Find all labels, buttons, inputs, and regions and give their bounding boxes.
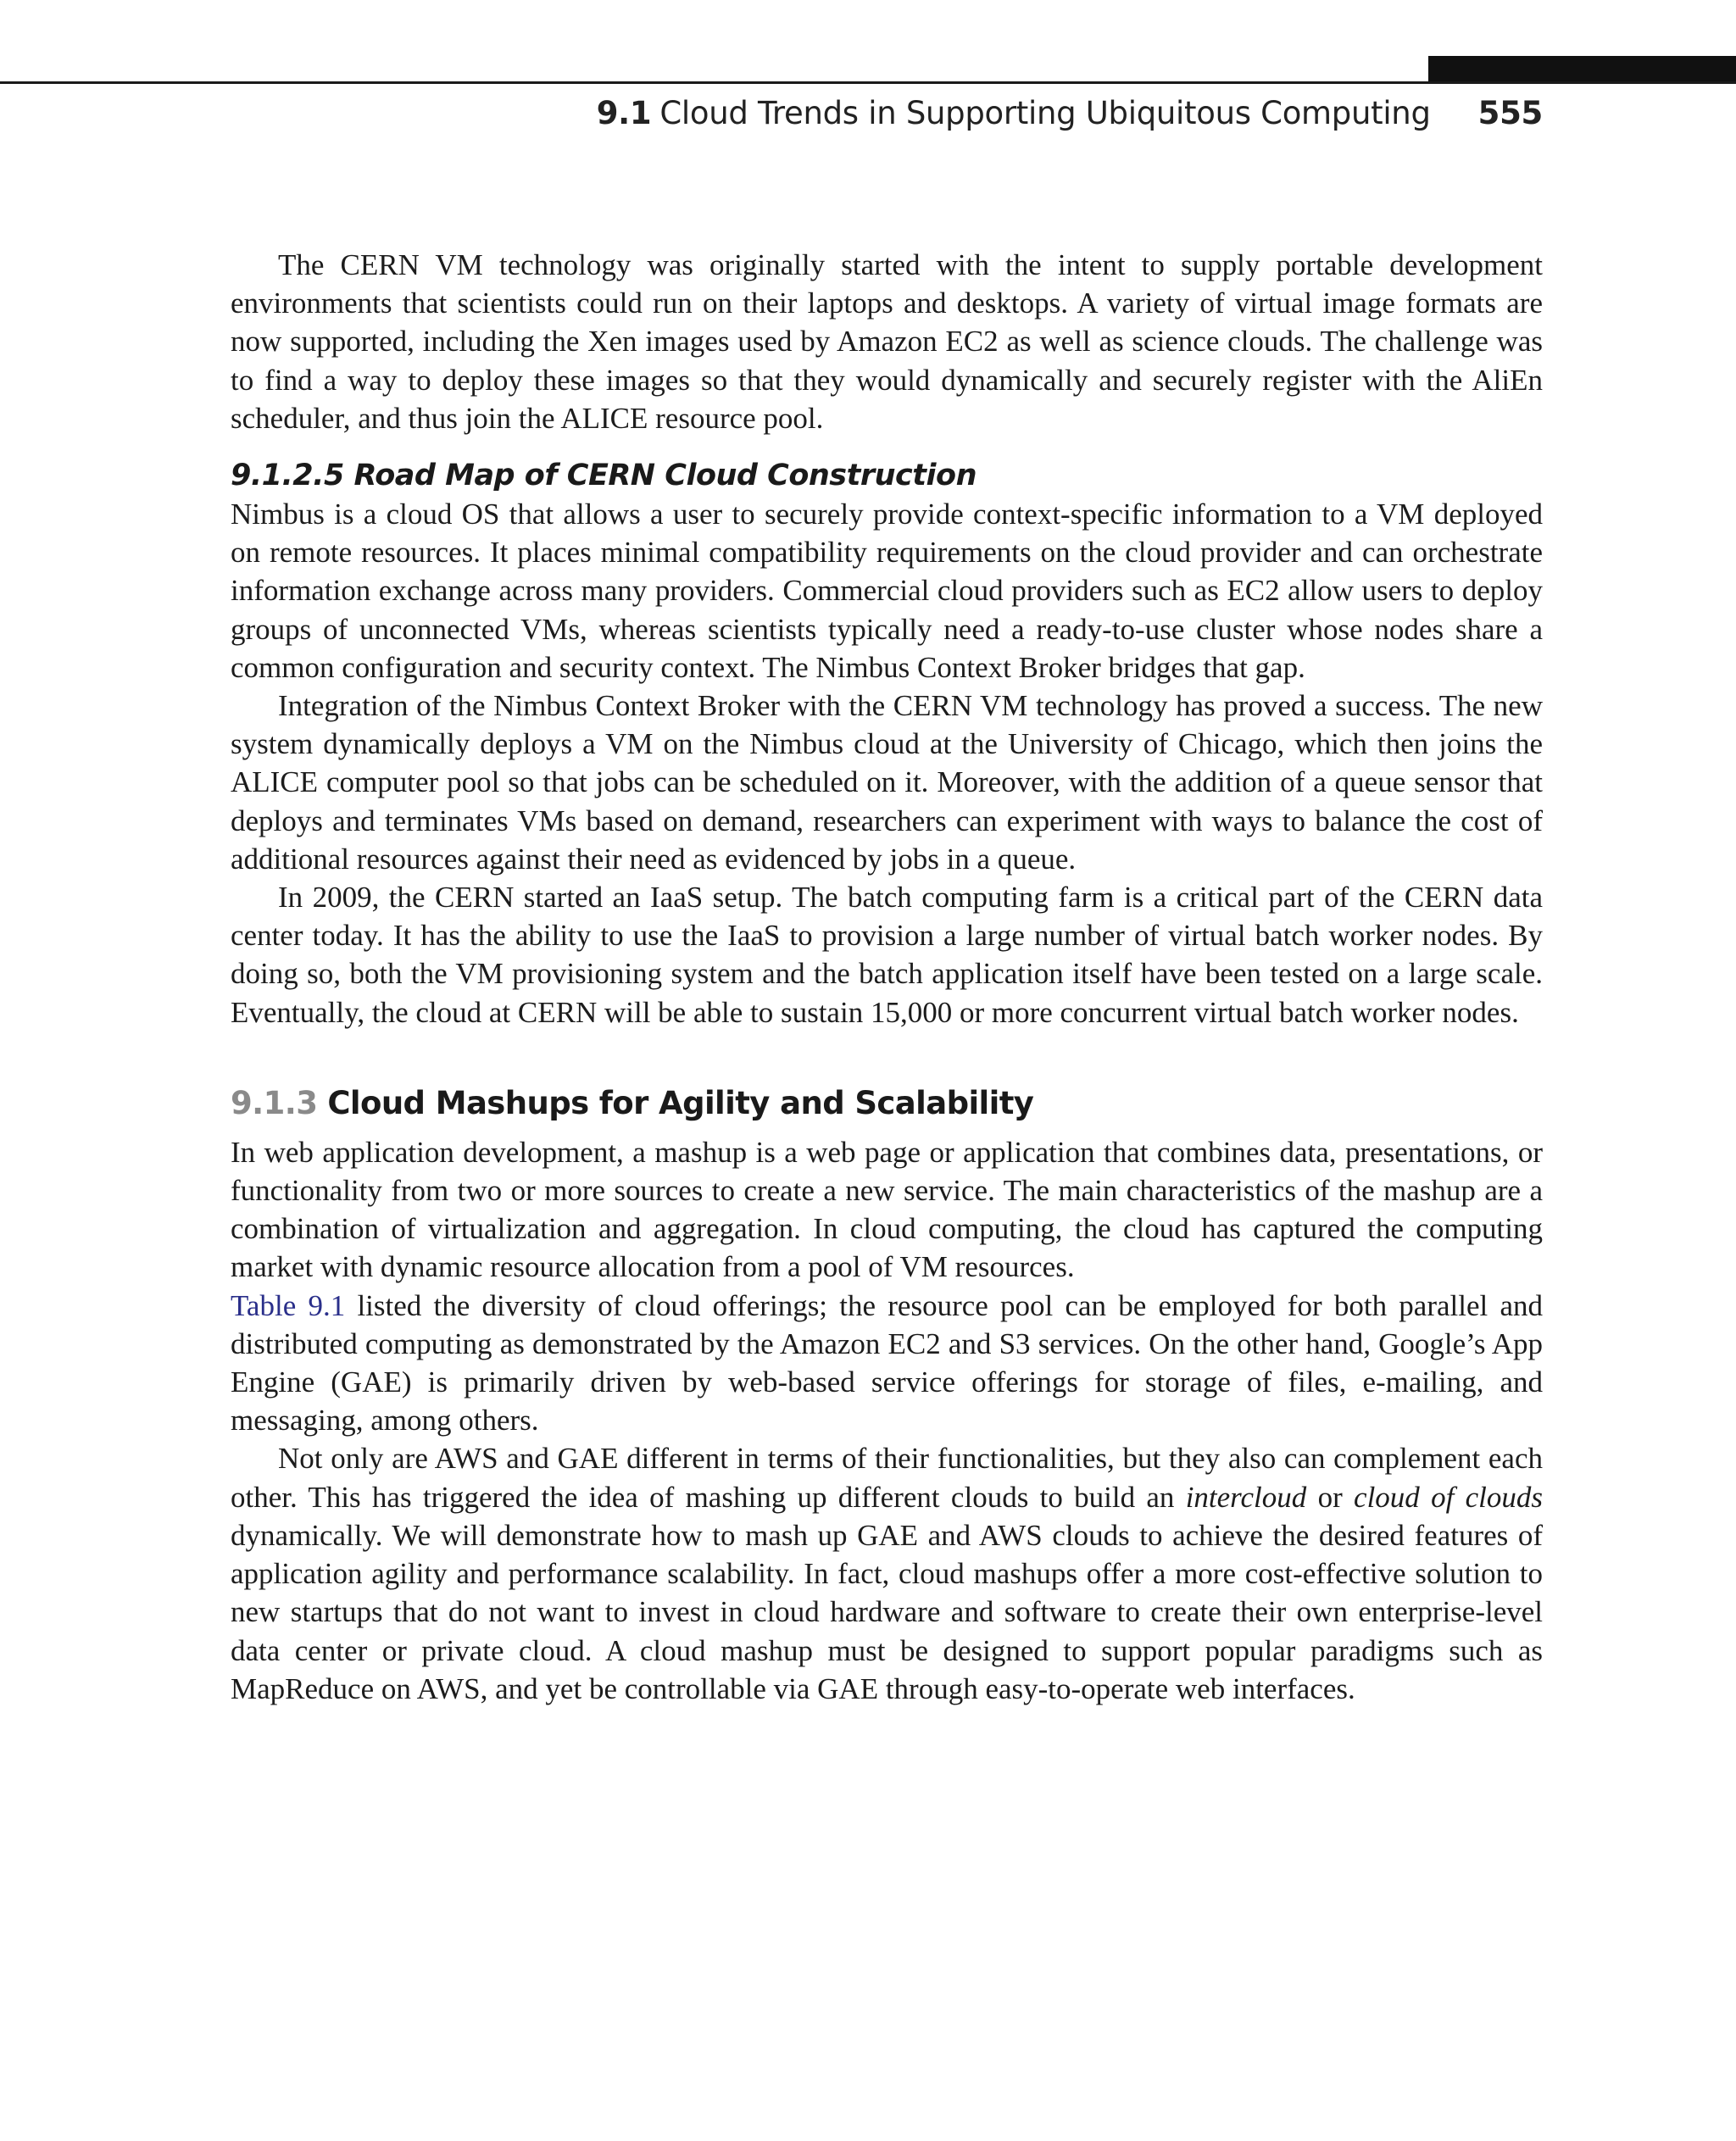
subsection-number: 9.1.2.5 <box>231 459 344 493</box>
paragraph-cern-vm: The CERN VM technology was originally started with the intent to supply portable development environments that scientists could run on their laptops and desktops. A variety of virtual image formats are now supported, including the Xen images used by Amazon EC2 as well as science clouds. The challenge was to find a way to deploy these images so that they would dynamically and securely register with the AliEn scheduler, and thus join the ALICE resource pool. <box>231 248 1543 435</box>
section-number: 9.1.3 <box>231 1084 318 1121</box>
header-black-bar <box>1428 56 1736 84</box>
subsection-title: Road Map of CERN Cloud Construction <box>353 459 976 493</box>
paragraph-2009-iaas: In 2009, the CERN started an IaaS setup. The batch computing farm is a critical part of the CERN data center today. It has the ability to use the IaaS to provision a large number of virtual batch worker nodes. By doing so, both the VM provisioning system and the batch application itself have been tested on a large scale. Eventually, the cloud at CERN will be able to sustain 15,000 or more concurrent virtual batch worker nodes. <box>231 881 1543 1029</box>
header-rule <box>0 81 1736 84</box>
page-number: 555 <box>1477 95 1543 131</box>
paragraph-aws-gae-text-a: Not only are AWS and GAE different in terms of their functionalities, but they also can complement each other. This has triggered the idea of mashing up different clouds to build an <box>231 1442 1543 1514</box>
intercloud-term: intercloud <box>1185 1480 1307 1514</box>
cloud-of-clouds-term: cloud of clouds <box>1354 1480 1543 1514</box>
paragraph-aws-gae-text-c: dynamically. We will demonstrate how to mash up GAE and AWS clouds to achieve the desired features of application agility and performance scalability. In fact, cloud mashups offer a more cost-effective solution to new startups that do not want to invest in cloud hardware and software to create their own enterprise-level data center or private cloud. A cloud mashup must be designed to support popular paradigms such as MapReduce on AWS, and yet be controllable via GAE through easy-to-operate web interfaces. <box>231 1518 1543 1705</box>
paragraph-nimbus: Nimbus is a cloud OS that allows a user to securely provide context-specific information to a VM deployed on remote resources. It places minimal compatibility requirements on the cloud provider and can orchestrate information exchange across many providers. Commercial cloud providers such as EC2 allow users to deploy groups of unconnected VMs, whereas scientists typically need a ready-to-use cluster whose nodes share a common configuration and security context. The Nimbus Context Broker bridges that gap. <box>231 498 1543 684</box>
paragraph-mashup-text-end: listed the diversity of cloud offerings; the resource pool can be employed for both parallel and distributed computing as demonstrated by the Amazon EC2 and S3 services. On the other hand, Google’s App Engine (GAE) is primarily driven by web-based service offerings for storage of files, e-mailing, and messaging, among others. <box>231 1288 1544 1438</box>
paragraph-mashup-text-start: In web application development, a mashup is a web page or application that combines data, presentations, or functionality from two or more sources to create a new service. The main characteristics of the mashup are a combination of virtualization and aggregation. In cloud computing, the cloud has captured the computing market with dynamic resource allocation from a pool of VM resources. <box>231 1135 1543 1284</box>
running-head-title: Cloud Trends in Supporting Ubiquitous Computing <box>659 95 1431 131</box>
running-head-section-number: 9.1 <box>596 95 652 131</box>
paragraph-aws-gae <box>231 1439 1543 1707</box>
subsection-heading <box>231 456 1543 495</box>
section-title: Cloud Mashups for Agility and Scalability <box>327 1084 1034 1121</box>
running-head <box>597 95 1543 131</box>
paragraph-mashup-definition <box>231 1133 1543 1440</box>
paragraph-aws-gae-text-b: or <box>1306 1480 1355 1514</box>
section-heading <box>231 1082 1543 1125</box>
table-reference-link[interactable]: Table 9.1 <box>231 1288 346 1322</box>
page-body <box>231 246 1543 1708</box>
paragraph-integration: Integration of the Nimbus Context Broker with the CERN VM technology has proved a success. The new system dynamically deploys a VM on the Nimbus cloud at the University of Chicago, which then joins the ALICE computer pool so that jobs can be scheduled on it. Moreover, with the addition of a queue sensor that deploys and terminates VMs based on demand, researchers can experiment with ways to balance the cost of additional resources against their need as evidenced by jobs in a queue. <box>231 689 1543 876</box>
